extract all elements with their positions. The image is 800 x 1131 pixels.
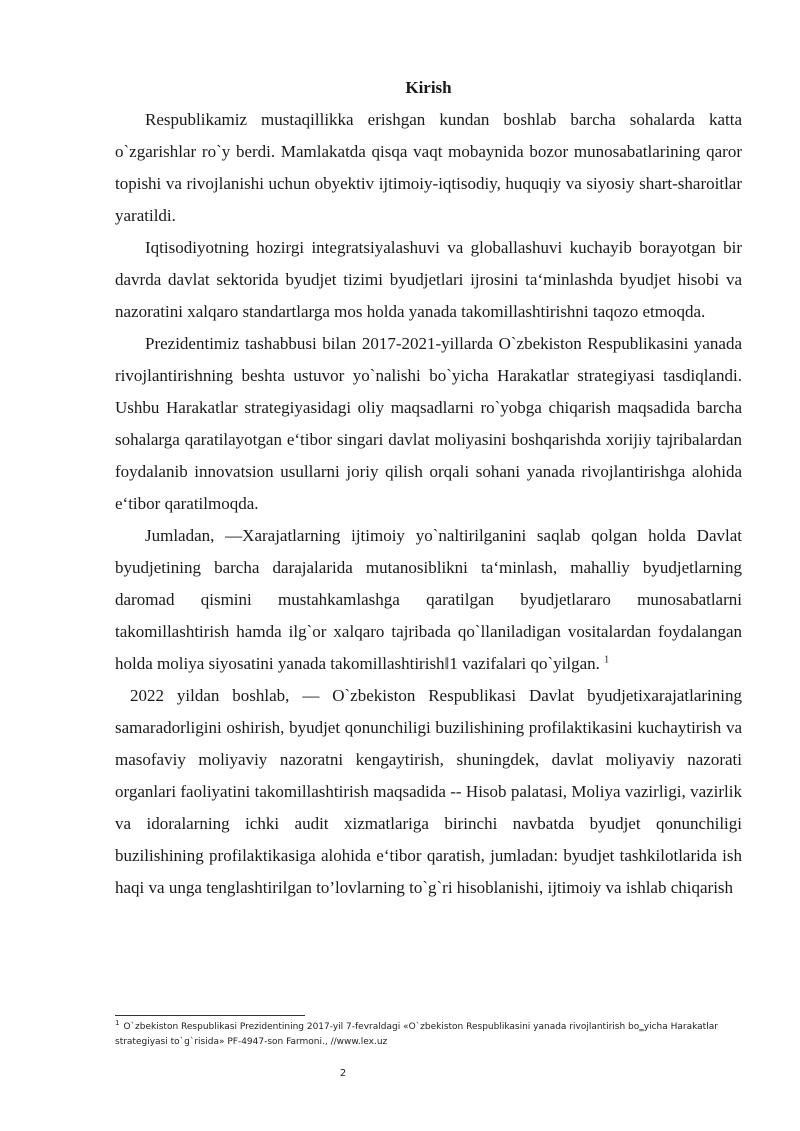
footnote-reference[interactable]: 1	[604, 654, 610, 666]
footnote-marker: 1	[115, 1019, 120, 1027]
document-body	[115, 76, 742, 904]
paragraph-2: Iqtisodiyotning hozirgi integratsiyalashuvi va globallashuvi kuchayib borayotgan bir davrda davlat sektorida byudjet tizimi byudjetlari ijrosini ta‘minlashda byudjet hisobi va nazoratini xalqaro standartlarga mos holda yanada takomillashtirishni taqozo etmoqda.	[115, 238, 742, 321]
paragraph-4	[115, 520, 742, 680]
footnote	[115, 1020, 742, 1050]
paragraph-4-text: Jumladan, ―Xarajatlarning ijtimoiy yo`naltirilganini saqlab qolgan holda Davlat byudjetining barcha darajalarida mutanosiblikni ta‘minlash, mahalliy byudjetlarning daromad qismini mustahkamlashga qaratilgan byudjetlararo munosabatlarni takomillashtirish hamda ilg`or xalqaro tajribada qo`llaniladigan vositalardan foydalangan holda moliya siyosatini yanada takomillashtirish‖1 vazifalari qo`yilgan.	[115, 526, 742, 673]
footnote-text: O`zbekiston Respublikasi Prezidentining 2017-yil 7-fevraldagi «O`zbekiston Respublikasini yanada rivojlantirish bo‗yicha Harakatlar strategiyasi to`g`risida» PF-4947-son Farmoni., //www.lex.uz	[115, 1022, 718, 1047]
section-title: Kirish	[405, 78, 452, 97]
paragraph-1: Respublikamiz mustaqillikka erishgan kundan boshlab barcha sohalarda katta o`zgarishlar ro`y berdi. Mamlakatda qisqa vaqt mobaynida bozor munosabatlarining qaror topishi va rivojlanishi uchun obyektiv ijtimoiy-iqtisodiy, huquqiy va siyosiy shart-sharoitlar yaratildi.	[115, 110, 742, 225]
footnote-separator	[115, 1015, 305, 1016]
paragraph-3: Prezidentimiz tashabbusi bilan 2017-2021-yillarda O`zbekiston Respublikasini yanada rivojlantirishning beshta ustuvor yo`nalishi bo`yicha Harakatlar strategiyasi tasdiqlandi. Ushbu Harakatlar strategiyasidagi oliy maqsadlarni ro`yobga chiqarish maqsadida barcha sohalarga qaratilayotgan e‘tibor singari davlat moliyasini boshqarishda xorijiy tajribalardan foydalanib innovatsion usullarni joriy qilish orqali sohani yanada rivojlantirishga alohida e‘tibor qaratilmoqda.	[115, 334, 742, 513]
page-number: 2	[339, 1068, 347, 1079]
paragraph-5: 2022 yildan boshlab, ― O`zbekiston Respublikasi Davlat byudjetixarajatlarining samaradorligini oshirish, byudjet qonunchiligi buzilishining profilaktikasini kuchaytirish va masofaviy moliyaviy nazoratni kengaytirish, shuningdek, davlat moliyaviy nazorati organlari faoliyatini takomillashtirish maqsadida -- Hisob palatasi, Moliya vazirligi, vazirlik va idoralarning ichki audit xizmatlariga birinchi navbatda byudjet qonunchiligi buzilishining profilaktikasiga alohida e‘tibor qaratish, jumladan: byudjet tashkilotlarida ish haqi va unga tenglashtirilgan to’lovlarning to`g`ri hisoblanishi, ijtimoiy va ishlab chiqarish	[115, 686, 742, 897]
